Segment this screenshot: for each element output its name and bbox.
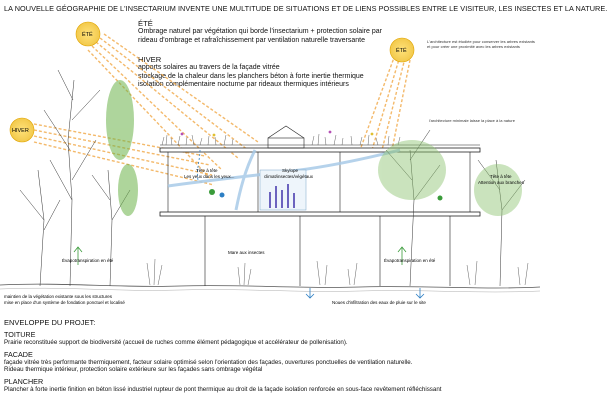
headline: LA NOUVELLE GÉOGRAPHIE DE L'INSECTARIUM INVENTE UNE MULTITUDE DE SITUATIONS ET DE LIENS POSSIBLES ENTRE LE VISITEUR, LES INSECTES ET LA NATURE. [4,4,607,13]
facade-heading: FACADE [4,349,33,359]
envelope-title: ENVELOPPE DU PROJET: [4,318,96,327]
sun-label-summer-right: ÉTÉ [396,48,407,54]
label-evap-right: Évapotranspiration en été [384,258,436,263]
sun-rays-right [360,55,410,150]
label-infiltration: Noues d'infiltration des eaux de pluie sur le site [332,300,426,305]
sun-summer-right-icon [390,38,414,62]
sun-winter-icon [10,118,34,142]
envelope-section [4,318,536,393]
label-visitor-left: Tête à tête Les yeux dans les yeux... [184,168,235,179]
floor-line-1: Plancher à forte inertie finition en béton lissé industriel rupteur de pont thermique au droit de la façade isolation renforcée en sous-face revêtement réfléchissant [4,385,442,393]
winter-line-1: apports solaires au travers de la façade vitrée [138,64,280,71]
label-visitor-right: Tête à tête Attention aux branches [478,174,525,185]
roof-heading: TOITURE [4,330,36,339]
facade-line-2: Rideau thermique intérieur, protection solaire extérieure sur les façades sans ombrage végétal [4,366,263,374]
note-minimal-architecture: l'architecture minimale laisse la place à la nature [429,118,515,123]
label-existing-vegetation: maintien de la végétation existante sous les structures mise en place d'un système de fondation ponctuel et localisé [4,294,125,305]
ground-vegetation [147,259,528,285]
note-trees: L'architecture est étudiée pour conserver les arbres existants et pour créer une proximité avec les arbres existants [427,39,535,49]
floor-heading: PLANCHER [4,376,44,386]
sun-label-summer-left: ÉTÉ [82,32,93,38]
label-skylight: Skylope climat/insectes/végétaux [264,168,314,179]
roof-line-1: Prairie reconstituée support de biodiversité (accueil de ruches comme élément pédagogique et accélérateur de pollenisation). [4,339,348,346]
label-insects-under: Mare aux insectes [228,250,265,255]
winter-title: HIVER [138,55,162,64]
summer-line-2: rideau d'ombrage et rafraîchissement par ventilation naturelle traversante [138,36,366,44]
tree-left-foliage [106,80,138,216]
summer-line-1: Ombrage naturel par végétation qui borde l'insectarium + protection solaire par [138,28,382,35]
sun-summer-left-icon [76,22,100,46]
label-evap-left: Évapotranspiration en été [62,258,114,263]
sun-label-winter: HIVER [12,128,29,134]
ground [0,284,540,292]
facade-line-1: façade vitrée très performante thermiquement, facteur solaire optimisé selon l'orientation des façades, ouvertures ponctuelles de ventilation naturelle. [4,358,413,366]
winter-line-2: stockage de la chaleur dans les planchers béton à forte inertie thermique [138,72,364,80]
summer-title: ÉTÉ [138,19,153,28]
winter-line-3: isolation complémentaire nocturne par rideaux thermiques intérieurs [138,81,349,88]
